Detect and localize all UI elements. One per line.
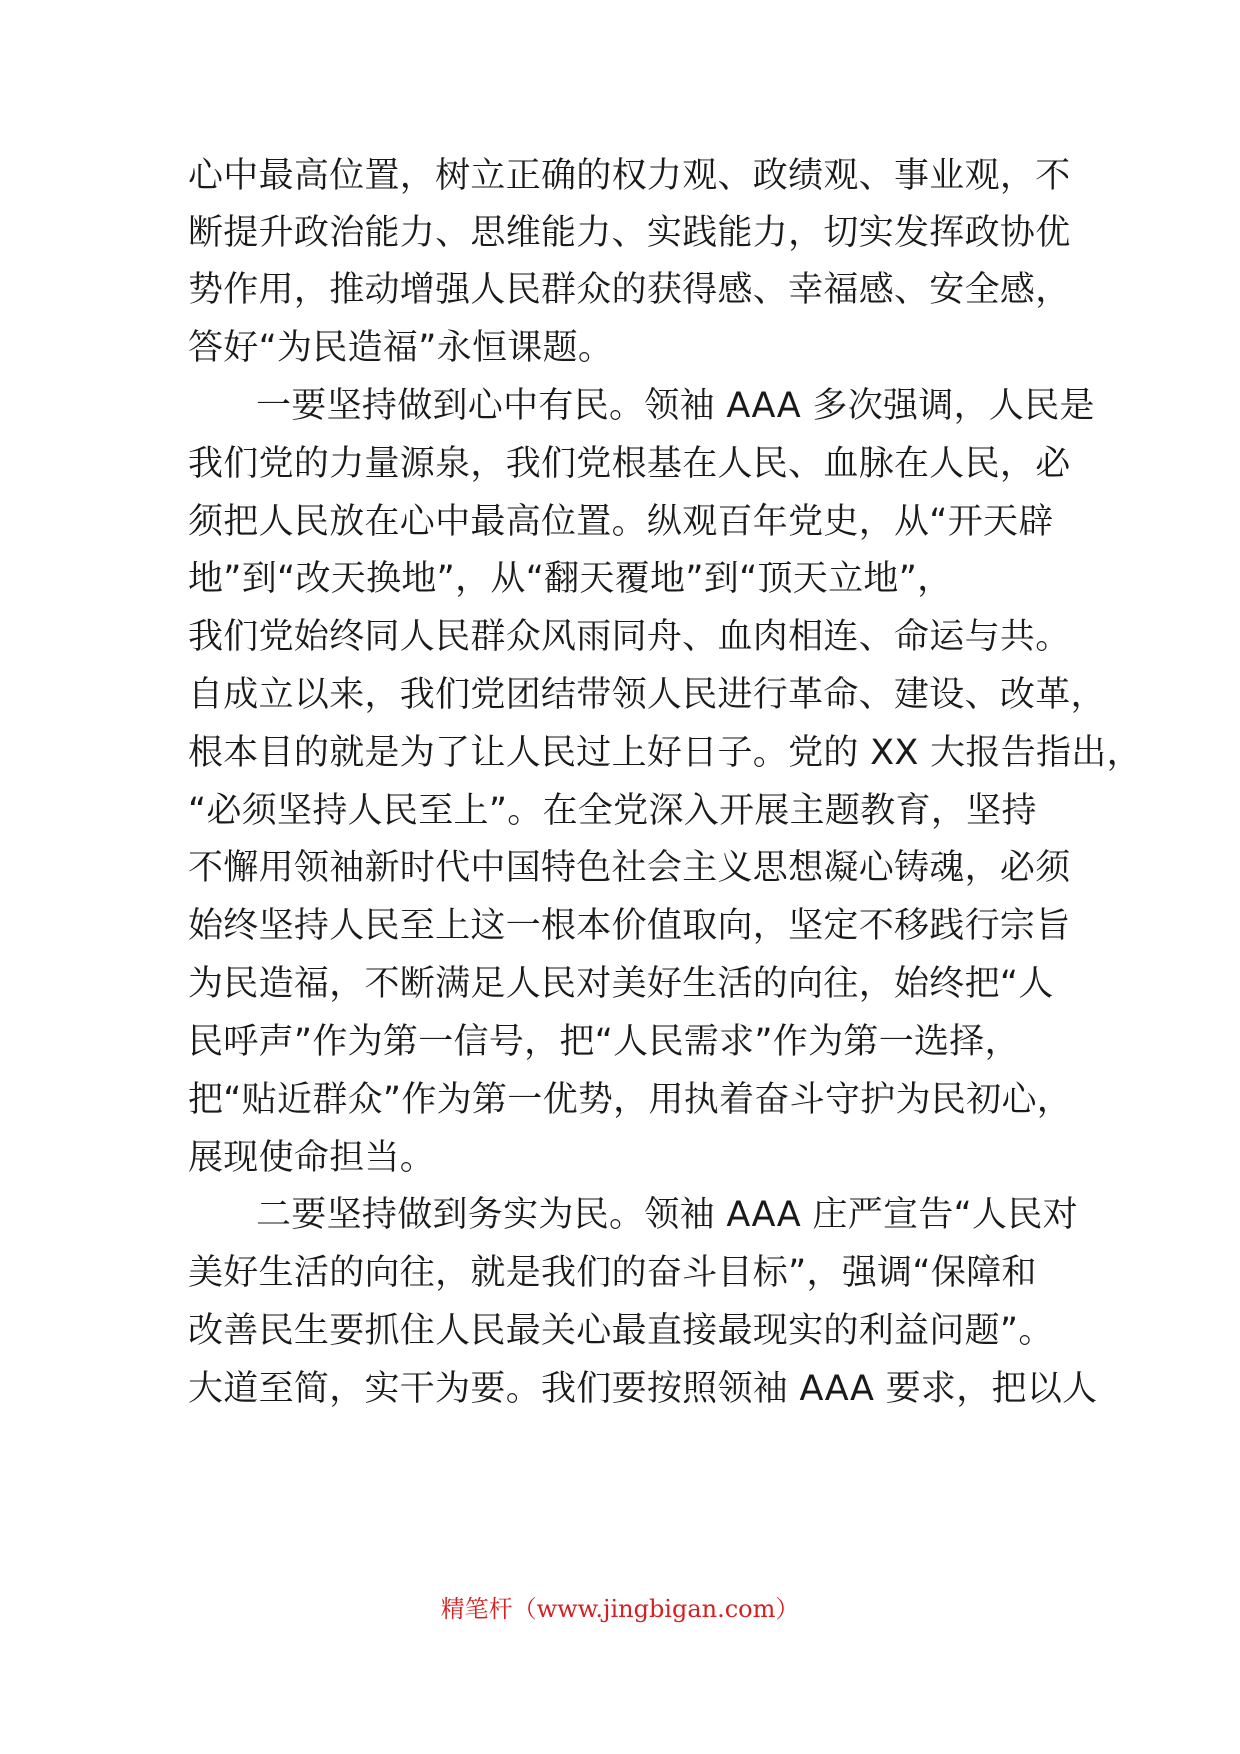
paragraph-line: “必须坚持人民至上”。在全党深入开展主题教育，坚持 bbox=[188, 791, 1037, 831]
paragraph-line: 我们党始终同人民群众风雨同舟、血肉相连、命运与共。 bbox=[188, 617, 1071, 657]
paragraph-line: 美好生活的向往，就是我们的奋斗目标”，强调“保障和 bbox=[188, 1253, 1037, 1293]
paragraph-line: 自成立以来，我们党团结带领人民进行革命、建设、改革， bbox=[188, 675, 1106, 715]
paragraph-line: 答好“为民造福”永恒课题。 bbox=[188, 328, 614, 368]
paragraph-line: 根本目的就是为了让人民过上好日子。党的 XX 大报告指出， bbox=[188, 733, 1142, 773]
paragraph-line: 不懈用领袖新时代中国特色社会主义思想凝心铸魂，必须 bbox=[188, 848, 1071, 888]
paragraph-line: 断提升政治能力、思维能力、实践能力，切实发挥政协优 bbox=[188, 213, 1071, 253]
paragraph-line: 我们党的力量源泉，我们党根基在人民、血脉在人民，必 bbox=[188, 444, 1071, 484]
paragraph-line: 地”到“改天换地”，从“翻天覆地”到“顶天立地”， bbox=[188, 559, 953, 599]
paragraph-line: 为民造福，不断满足人民对美好生活的向往，始终把“人 bbox=[188, 964, 1054, 1004]
paragraph-line: 把“贴近群众”作为第一优势，用执着奋斗守护为民初心， bbox=[188, 1080, 1073, 1120]
paragraph-line: 展现使命担当。 bbox=[188, 1138, 436, 1178]
paragraph-line: 须把人民放在心中最高位置。纵观百年党史，从“开天辟 bbox=[188, 502, 1054, 542]
paragraph-line: 始终坚持人民至上这一根本价值取向，坚定不移践行宗旨 bbox=[188, 906, 1071, 946]
paragraph-line: 势作用，推动增强人民群众的获得感、幸福感、安全感， bbox=[188, 270, 1071, 310]
footer-watermark-text: 精笔杆（www.jingbigan.com） bbox=[440, 1595, 800, 1623]
paragraph-first-line: 一要坚持做到心中有民。领袖 AAA 多次强调，人民是 bbox=[256, 386, 1095, 426]
paragraph-line: 改善民生要抓住人民最关心最直接最现实的利益问题”。 bbox=[188, 1311, 1054, 1351]
paragraph-first-line: 二要坚持做到务实为民。领袖 AAA 庄严宣告“人民对 bbox=[256, 1195, 1078, 1235]
paragraph-line: 大道至简，实干为要。我们要按照领袖 AAA 要求，把以人 bbox=[188, 1369, 1098, 1409]
paragraph-line: 民呼声”作为第一信号，把“人民需求”作为第一选择， bbox=[188, 1022, 1020, 1062]
paragraph-line: 心中最高位置，树立正确的权力观、政绩观、事业观，不 bbox=[188, 156, 1071, 196]
